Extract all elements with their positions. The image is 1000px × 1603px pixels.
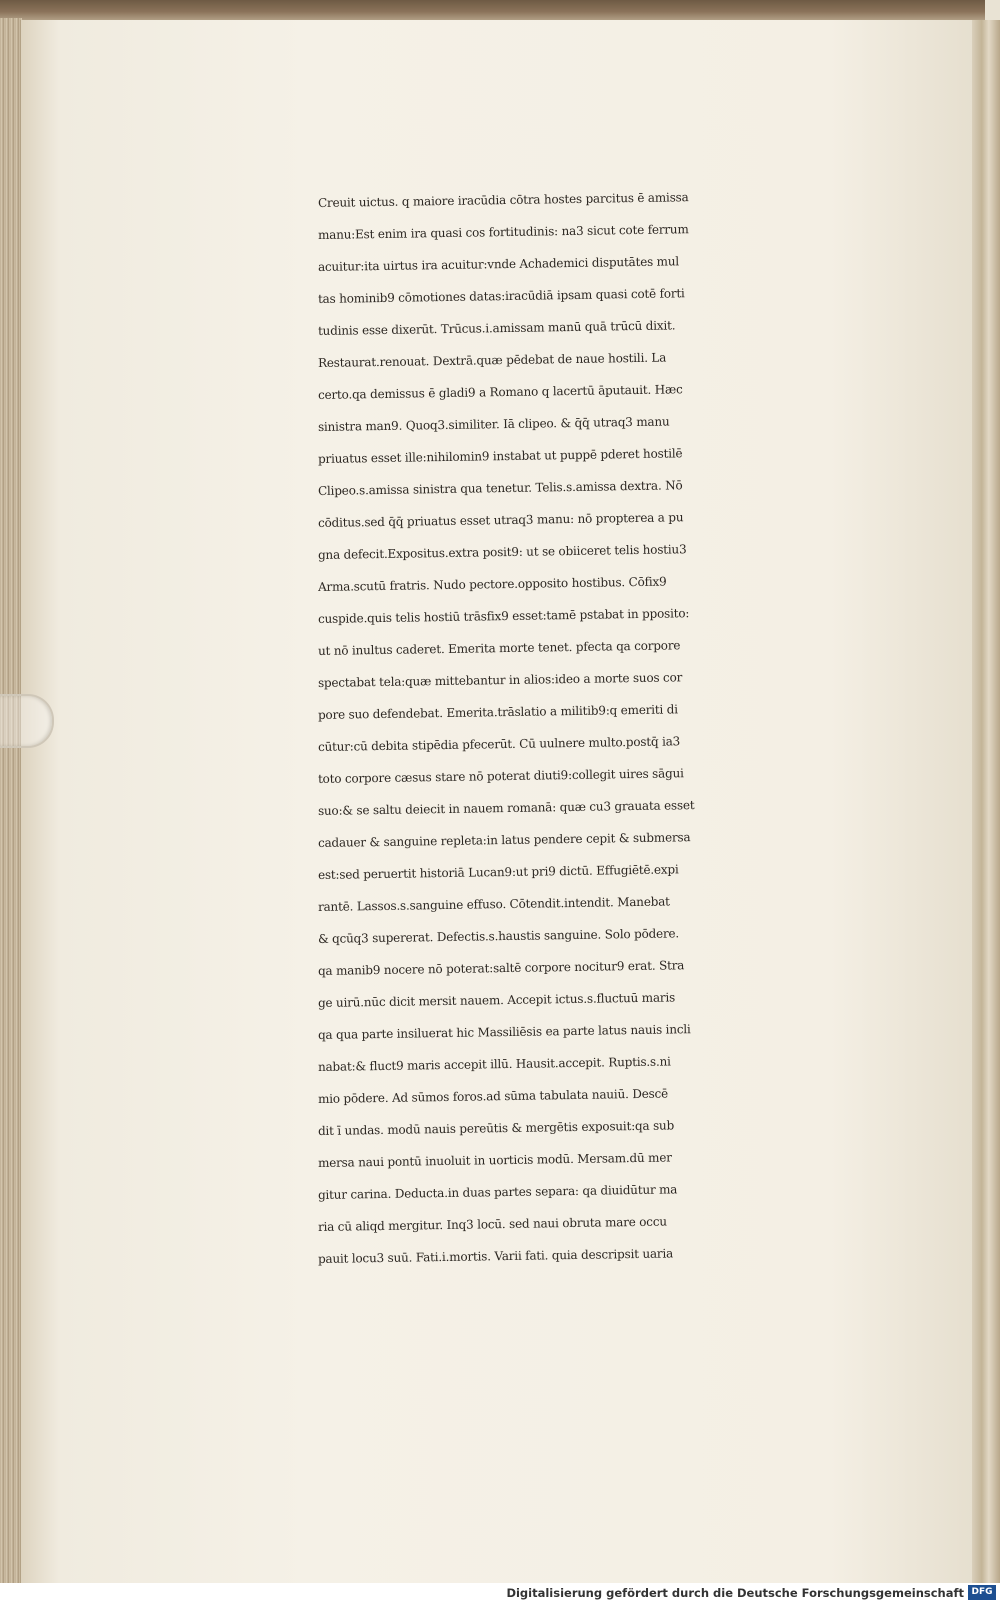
- text-line: mio pōdere. Ad sūmos foros.ad sūma tabulata nauiū. Descē: [317, 1086, 669, 1106]
- text-line: pauit locu3 suū. Fati.i.mortis. Varii fati. quia descripsit uaria: [317, 1246, 674, 1266]
- text-line: sinistra man9. Quoq3.similiter. Iā clipeo. & q̄q̄ utraq3 manu: [317, 414, 670, 434]
- text-line: cōditus.sed q̄q̄ priuatus esset utraq3 manu: nō propterea a pu: [317, 510, 684, 530]
- text-line: cuspide.quis telis hostiū trāsfix9 esset:tamē pstabat in pposito:: [317, 606, 690, 626]
- text-line: priuatus esset ille:nihilomin9 instabat ut puppē pderet hostilē: [317, 446, 683, 466]
- text-line: Clipeo.s.amissa sinistra qua tenetur. Telis.s.amissa dextra. Nō: [317, 478, 683, 498]
- text-line: nabat:& fluct9 maris accepit illū. Hausit.accepit. Ruptis.s.ni: [317, 1054, 671, 1074]
- text-line: cūtur:cū debita stipēdia pfecerūt. Cū uulnere multo.postq̄ ia3: [317, 734, 681, 754]
- text-line: qa manib9 nocere nō poterat:saltē corpore nocitur9 erat. Stra: [317, 958, 685, 978]
- footer-bar: [0, 1583, 1000, 1603]
- text-line: gna defecit.Expositus.extra posit9: ut se obiiceret telis hostiu3: [317, 542, 687, 562]
- text-line: ut nō inultus caderet. Emerita morte tenet. pfecta qa corpore: [317, 638, 681, 658]
- text-line: dit ī undas. modū nauis pereūtis & mergētis exposuit:qa sub: [317, 1118, 675, 1138]
- printed-text-block: [318, 187, 910, 1275]
- book-right-edge: [972, 20, 1000, 1583]
- text-line: certo.qa demissus ē gladi9 a Romano q lacertū āputauit. Hæc: [317, 382, 683, 402]
- text-line: rantē. Lassos.s.sanguine effuso. Cōtendit.intendit. Manebat: [317, 894, 670, 914]
- text-line: acuitur:ita uirtus ira acuitur:vnde Achademici disputātes mul: [317, 254, 680, 274]
- text-line: cadauer & sanguine repleta:in latus pendere cepit & submersa: [317, 830, 691, 850]
- text-line: pore suo defendebat. Emerita.trāslatio a militib9:q emeriti di: [317, 702, 678, 722]
- footer-credit: Digitalisierung gefördert durch die Deutsche Forschungsgemeinschaft: [506, 1586, 964, 1600]
- text-line: manu:Est enim ira quasi cos fortitudinis: na3 sicut cote ferrum: [317, 222, 689, 242]
- dfg-logo: DFG: [968, 1585, 996, 1600]
- text-line: suo:& se saltu deiecit in nauem romanā: quæ cu3 grauata esset: [317, 798, 695, 818]
- text-line: spectabat tela:quæ mittebantur in alios:ideo a morte suos cor: [317, 670, 683, 690]
- text-line: qa qua parte insiluerat hic Massiliēsis ea parte latus nauis incli: [317, 1022, 691, 1042]
- page-clip: [0, 694, 54, 748]
- text-line: toto corpore cæsus stare nō poterat diuti9:collegit uires sāgui: [317, 766, 684, 786]
- text-line: est:sed peruertit historiā Lucan9:ut pri9 dictū. Effugiētē.expi: [317, 862, 679, 882]
- text-line: ge uirū.nūc dicit mersit nauem. Accepit ictus.s.fluctuū maris: [317, 990, 676, 1010]
- text-line: gitur carina. Deducta.in duas partes separa: qa diuidūtur ma: [317, 1182, 678, 1202]
- text-line: ria cū aliqd mergitur. Inq3 locū. sed naui obruta mare occu: [317, 1214, 667, 1234]
- text-line: Creuit uictus. q maiore iracūdia cōtra hostes parcitus ē amissa: [317, 190, 689, 210]
- text-line: & qcūq3 supererat. Defectis.s.haustis sanguine. Solo pōdere.: [317, 926, 680, 946]
- text-line: tas hominib9 cōmotiones datas:iracūdiā ipsam quasi cotē forti: [317, 286, 685, 306]
- page-stack-edge: [0, 18, 22, 1583]
- text-line: Arma.scutū fratris. Nudo pectore.opposito hostibus. Cōfix9: [317, 574, 667, 594]
- text-line: mersa naui pontū inuoluit in uorticis modū. Mersam.dū mer: [317, 1150, 672, 1170]
- text-line: tudinis esse dixerūt. Trūcus.i.amissam manū quā trūcū dixit.: [317, 318, 676, 338]
- text-line: Restaurat.renouat. Dextrā.quæ pēdebat de naue hostili. La: [317, 350, 667, 370]
